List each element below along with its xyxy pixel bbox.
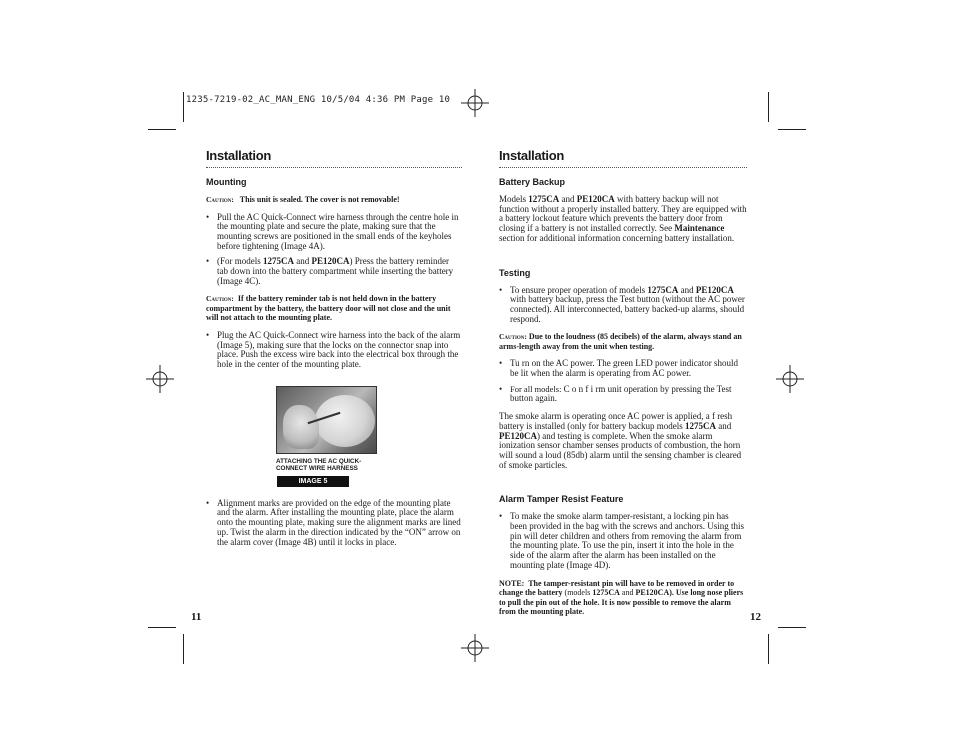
- subheading-tamper: Alarm Tamper Resist Feature: [499, 494, 624, 505]
- page-number-left: 11: [191, 611, 202, 623]
- list-item: • Plug the AC Quick-Connect wire harness into the back of the alarm (Image 5), making sure that the locks on the connector snap into place. Push the excess wire back into the electrical box through the hole in the center of the mounting plate.: [206, 331, 462, 370]
- plug-step: [206, 331, 462, 370]
- divider: [499, 167, 747, 168]
- mounting-steps: [206, 213, 462, 287]
- smoke-paragraph: The smoke alarm is operating once AC power is applied, a f resh battery is installed (only for battery backup models 1275CA and PE120CA) and testing is complete. When the smoke alarm ionization sensor chamber senses products of combustion, the horn will sound a loud (85db) alarm until the sensing chamber is cleared of smoke particles.: [499, 411, 742, 470]
- divider: [206, 167, 462, 168]
- power-steps: [499, 359, 747, 404]
- note-tamper-pin: NOTE: The tamper-resistant pin will have to be removed in order to change the battery (models 1275CA and PE120CA). Use long nose pliers to pull the pin out of the hole. It is now possible to remove the alarm from the mounting plate.: [499, 578, 744, 617]
- registration-mark-icon: [146, 365, 174, 393]
- tamper-steps: [499, 512, 747, 570]
- list-item: • Tu rn on the AC power. The green LED power indicator should be lit when the alarm is operating from AC power.: [499, 359, 747, 378]
- caution-sealed: [206, 195, 462, 205]
- note-label: NOTE:: [499, 578, 525, 588]
- list-item: • Pull the AC Quick-Connect wire harness through the centre hole in the mounting plate and secure the plate, making sure that the mounting screws are positioned in the small ends of the keyholes before tightening (Image 4A).: [206, 213, 462, 252]
- list-item: • To ensure proper operation of models 1275CA and PE120CA with battery backup, press the Test button (without the AC power connected). All interconnected, battery backed-up alarms, should respond.: [499, 286, 747, 325]
- caution-loudness: [499, 332, 747, 351]
- registration-mark-icon: [776, 365, 804, 393]
- list-item: • To make the smoke alarm tamper-resistant, a locking pin has been provided in the bag with the screws and anchors. Using this pin will deter children and others from removing the alarm from the mounting plate. To use the pin, insert it into the hole in the side of the alarm after the alarm has been installed on the mounting plate (Image 4D).: [499, 512, 747, 570]
- page-title: Installation: [206, 148, 272, 163]
- subheading-testing: Testing: [499, 267, 531, 278]
- subheading-mounting: Mounting: [206, 177, 247, 187]
- caution-text: If the battery reminder tab is not held down in the battery compartment by the battery, the battery door will not close and the unit will not attach to the mounting plate.: [206, 294, 451, 323]
- alignment-step: [206, 499, 462, 548]
- subheading-battery-backup: Battery Backup: [499, 177, 566, 187]
- caution-label: Caution:: [206, 294, 234, 304]
- caution-label: Caution:: [206, 195, 234, 204]
- wire-harness-photo: [276, 386, 377, 454]
- registration-mark-icon: [461, 89, 489, 117]
- caution-text: Due to the loudness (85 decibels) of the alarm, always stand an arms-length away from the unit when testing.: [499, 332, 742, 351]
- testing-steps: [499, 286, 747, 325]
- page-title: Installation: [499, 148, 565, 163]
- right-page: [499, 148, 747, 625]
- print-slug: 1235-7219-02_AC_MAN_ENG 10/5/04 4:36 PM Page 10: [186, 95, 451, 105]
- caution-label: Caution:: [499, 332, 527, 342]
- list-item: • (For models 1275CA and PE120CA) Press the battery reminder tab down into the battery compartment while inserting the battery (Image 4C).: [206, 257, 462, 286]
- figure-caption: ATTACHING THE AC QUICK-CONNECT WIRE HARNESS: [276, 457, 362, 472]
- list-item: • Alignment marks are provided on the edge of the mounting plate and the alarm. After installing the mounting plate, place the alarm onto the mounting plate, making sure the alignment marks are lined up. Twist the alarm in the direction indicated by the “ON” arrow on the alarm cover (Image 4B) until it locks in place.: [206, 499, 462, 548]
- registration-mark-icon: [461, 634, 489, 662]
- figure-image-5: [276, 386, 376, 487]
- battery-paragraph: Models 1275CA and PE120CA with battery backup will not function without a properly installed battery. They are equipped with a battery lockout feature which prevents the battery door from closing if a battery is not installed correctly. See Maintenance section for additional information concerning battery installation.: [499, 194, 747, 243]
- page-number-right: 12: [750, 611, 761, 623]
- caution-battery-tab: [206, 294, 462, 323]
- list-item: • For all models: C o n f i rm unit operation by pressing the Test button again.: [499, 385, 747, 404]
- caution-text: This unit is sealed. The cover is not removable!: [239, 195, 400, 204]
- left-page: [206, 148, 462, 555]
- image-tag: IMAGE 5: [277, 476, 349, 487]
